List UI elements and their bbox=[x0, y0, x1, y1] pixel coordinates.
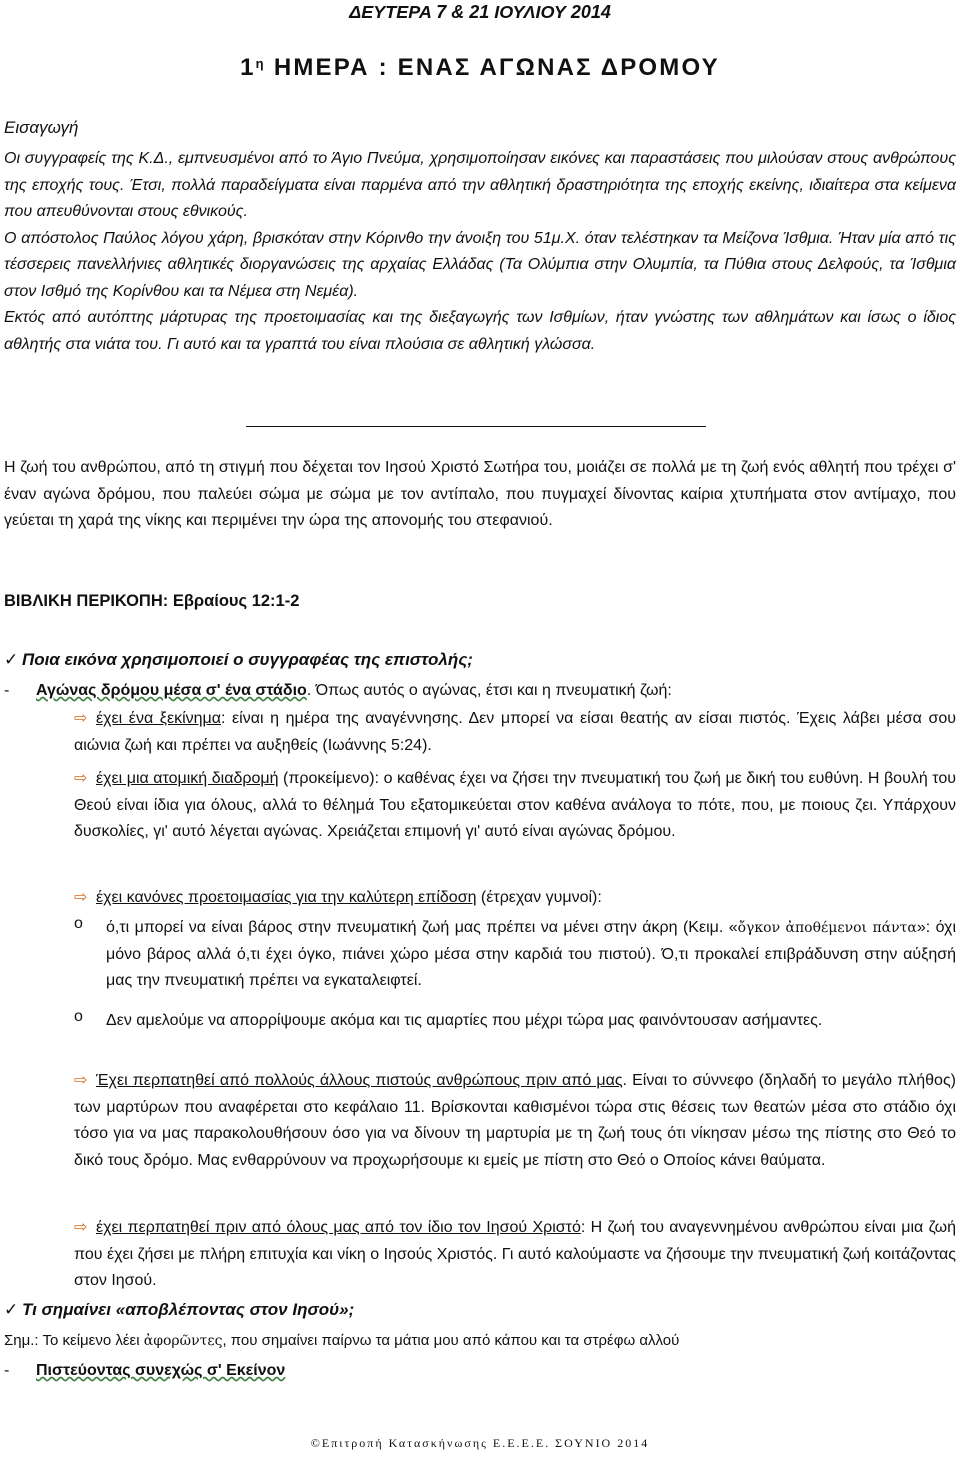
checkmark-icon: ✓ bbox=[4, 650, 19, 669]
question-1 bbox=[4, 650, 473, 670]
point-route-text: (προκείμενο): ο καθένας έχει να ζήσει την πνευματική του ζωή με δική του ευθύνη. Η βουλή του Θεού είναι ίδια για όλους, αλλά το θέλημά Του εξατομικεύεται στον καθένα ανάλογα το πότε, που, με ποιους ζει. Υπάρχουν δυσκολίες, γι' αυτό λέγεται αγώνας. Χρειάζεται επιμονή γι' αυτό είναι αγώνας δρόμου. bbox=[74, 770, 956, 840]
hollow-right-arrow-icon: ⇨ bbox=[74, 1219, 88, 1236]
note-greek: ἀφορῶντες bbox=[143, 1333, 223, 1349]
final-underlined: Πιστεύοντας συνεχώς σ' Εκείνον bbox=[36, 1362, 286, 1379]
point-rules bbox=[74, 885, 956, 912]
note-text: , που σημαίνει παίρνω τα μάτια μου από κάπου και τα στρέφω αλλού bbox=[222, 1332, 680, 1349]
dash: - bbox=[4, 682, 10, 699]
hollow-right-arrow-icon: ⇨ bbox=[74, 889, 88, 906]
sub-point-1-b: »: όχι μόνο βάρος αλλά ό,τι έχει όγκο, πιάνει χώρο μέσα στην καρδιά του πιστού). Ό,τι προκαλεί επιβράδυνση στην αύξησή μας την πνευματική πρέπει να εγκαταλειφτεί. bbox=[106, 919, 956, 989]
question-1-text: Ποια εικόνα χρησιμοποιεί ο συγγραφέας της επιστολής; bbox=[22, 650, 473, 669]
sub-point-2: Δεν αμελούμε να απορρίψουμε ακόμα και τις αμαρτίες που μέχρι τώρα μας φαινόντουσαν ασήμαντες. bbox=[106, 1012, 823, 1029]
main-paragraph: Η ζωή του ανθρώπου, από τη στιγμή που δέχεται τον Ιησού Χριστό Σωτήρα του, μοιάζει σε πολλά με τη ζωή ενός αθλητή που τρέχει σ' έναν αγώνα δρόμου, που παλεύει σώμα με σώμα με τον αντίπαλο, που πυγμαχεί δίνοντας καίρια χτυπήματα στον αντίμαχο, που γεύεται τη χαρά της νίκης και περιμένει την ώρα της απονομής του στεφανιού. bbox=[4, 459, 956, 529]
race-line-rest: . Όπως αυτός ο αγώνας, έτσι και η πνευματική ζωή: bbox=[306, 682, 672, 699]
greek-quote: ὄγκον ἀποθέμενοι πάντα bbox=[737, 920, 917, 936]
hollow-right-arrow-icon: ⇨ bbox=[74, 1072, 88, 1089]
sub-point-1 bbox=[106, 915, 956, 995]
bullet-o-2: o bbox=[74, 1008, 83, 1025]
point-rules-text: (έτρεχαν γυμνοί): bbox=[476, 889, 602, 906]
point-start-text: : είναι η ημέρα της αναγέννησης. Δεν μπορεί να είσαι θεατής αν είσαι πιστός. Έχεις λάβει μέσα σου αιώνια ζωή και πρέπει να αυξηθείς (Ιωάννης 5:24). bbox=[74, 710, 956, 754]
section-divider bbox=[246, 426, 706, 427]
intro-heading: Εισαγωγή bbox=[4, 118, 79, 137]
point-start bbox=[74, 706, 956, 759]
sub-point-1-a: ό,τι μπορεί να είναι βάρος στην πνευματική ζωή μας πρέπει να μένει στην άκρη (Κειμ. « bbox=[106, 919, 738, 936]
hollow-right-arrow-icon: ⇨ bbox=[74, 770, 88, 787]
point-route-underlined: έχει μια ατομική διαδρομή bbox=[96, 770, 279, 787]
passage-heading: ΒΙΒΛΙΚΗ ΠΕΡΙΚΟΠΗ: Εβραίους 12:1-2 bbox=[4, 592, 300, 610]
footer-copyright: ©Επιτροπή Κατασκήνωσης Ε.Ε.Ε.Ε. ΣΟΥΝΙΟ 2014 bbox=[310, 1436, 650, 1450]
point-walked bbox=[74, 1068, 956, 1174]
point-jesus-text: : Η ζωή του αναγεννημένου ανθρώπου είναι μια ζωή που έχει ζήσει με πλήρη επιτυχία και νίκη ο Ιησούς Χριστός. Γι αυτό καλούμαστε να ζήσουμε την πνευματική ζωή κοιτάζοντας στον Ιησού. bbox=[74, 1219, 956, 1289]
point-route bbox=[74, 766, 956, 846]
final-line bbox=[4, 1358, 956, 1385]
point-rules-underlined: έχει κανόνες προετοιμασίας για την καλύτερη επίδοση bbox=[96, 889, 477, 906]
intro-paragraph-1: Οι συγγραφείς της Κ.Δ., εμπνευσμένοι από το Άγιο Πνεύμα, χρησιμοποίησαν εικόνες και παραστάσεις που μιλούσαν στους ανθρώπους της εποχής τους. Έτσι, πολλά παραδείγματα είναι παρμένα από την αθλητική δραστηριότητα της εποχής εκείνης, ιδιαίτερα στα κείμενα που απευθύνονται στους εθνικούς. bbox=[4, 150, 956, 220]
point-walked-underlined: Έχει περπατηθεί από πολλούς άλλους πιστούς ανθρώπους πριν από μας bbox=[96, 1072, 623, 1089]
note-label: Σημ.: Το κείμενο λέει bbox=[4, 1332, 144, 1349]
note-line bbox=[4, 1328, 956, 1355]
intro-paragraph-3: Εκτός από αυτόπτης μάρτυρας της προετοιμασίας και της διεξαγωγής των Ισθμίων, ήταν γνώστης των αθλημάτων και ίσως ο ίδιος αθλητής στα νιάτα του. Γι αυτό και τα γραπτά του είναι πλούσια σε αθλητική γλώσσα. bbox=[4, 309, 956, 353]
race-underlined: Αγώνας δρόμου μέσα σ' ένα στάδιο bbox=[36, 682, 307, 699]
title-text: ΗΜΕΡΑ : ΕΝΑΣ ΑΓΩΝΑΣ ΔΡΟΜΟΥ bbox=[273, 54, 720, 81]
intro-text bbox=[4, 146, 956, 358]
document-title bbox=[0, 52, 960, 84]
question-2-text: Τι σημαίνει «αποβλέποντας στον Ιησού»; bbox=[22, 1300, 355, 1319]
hollow-right-arrow-icon: ⇨ bbox=[74, 710, 88, 727]
title-superscript: η bbox=[255, 56, 266, 71]
intro-paragraph-2: Ο απόστολος Παύλος λόγου χάρη, βρισκόταν στην Κόρινθο την άνοιξη του 51μ.Χ. όταν τελέστηκαν τα Μείζονα Ίσθμια. Ήταν μία από τις τέσσερεις πανελλήνιες αθλητικές διοργανώσεις της αρχαίας Ελλάδας (Τα Ολύμπια στην Ολυμπία, τα Πύθια στους Δελφούς, τα Ίσθμια στον Ισθμό της Κορίνθου και τα Νέμεα στη Νεμέα). bbox=[4, 229, 956, 300]
bullet-o-1: o bbox=[74, 915, 83, 932]
point-jesus-underlined: έχει περπατηθεί πριν από όλους μας από τον ίδιο τον Ιησού Χριστό bbox=[96, 1219, 581, 1236]
title-number: 1 bbox=[240, 54, 256, 81]
race-line bbox=[4, 678, 956, 705]
point-walked-text: . Είναι το σύννεφο (δηλαδή το μεγάλο πλήθος) των μαρτύρων που αναφέρεται στο κεφάλαιο 11. Βρίσκονται καθισμένοι τώρα στις θέσεις των θεατών μέσα στο στάδιο όχι τόσο για να μας παρακολουθήσουν όσο για να δίνουν τη μαρτυρία με τη ζωή τους ότι νίκησαν μέσω της πίστης στο Θεό το δικό τους δρόμο. Μας ενθαρρύνουν να προχωρήσουμε κι εμείς με πίστη στο Θεό ο Οποίος κάνει θαύματα. bbox=[74, 1072, 956, 1169]
point-jesus bbox=[74, 1215, 956, 1295]
checkmark-icon: ✓ bbox=[4, 1300, 19, 1319]
document-date: ΔΕΥΤΕΡΑ 7 & 21 ΙΟΥΛΙΟΥ 2014 bbox=[349, 2, 611, 22]
dash: - bbox=[4, 1362, 10, 1379]
point-start-underlined: έχει ένα ξεκίνημα bbox=[96, 710, 221, 727]
question-2 bbox=[4, 1300, 354, 1320]
